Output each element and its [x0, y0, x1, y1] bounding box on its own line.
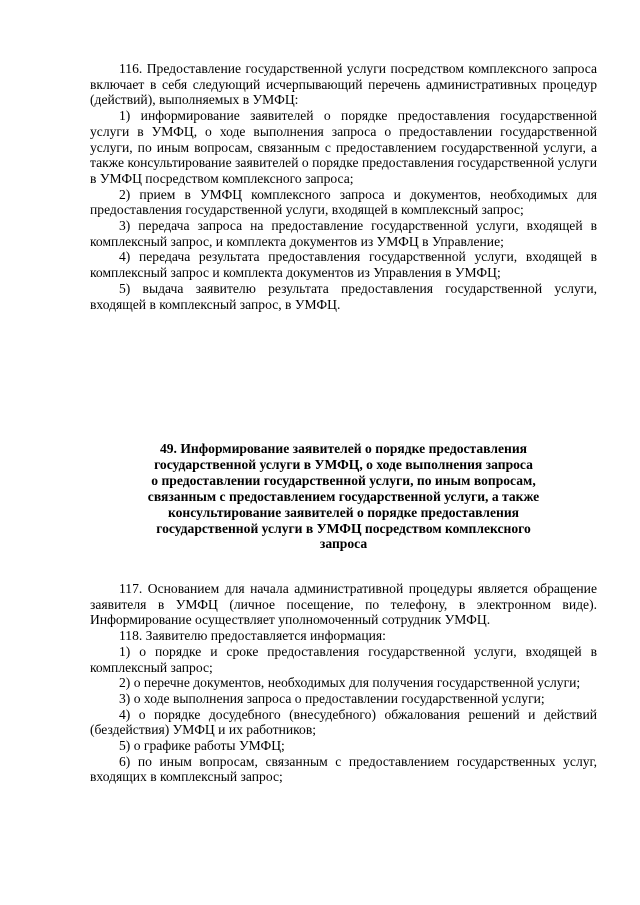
list-item: 1) о порядке и сроке предоставления государственной услуги, входящей в комплексный запрос; [90, 643, 597, 675]
section-116 [90, 61, 597, 312]
heading-line: о предоставлении государственной услуги, по иным вопросам, [151, 472, 536, 488]
list-item: 2) о перечне документов, необходимых для получения государственной услуги; [119, 675, 581, 691]
heading-line: запроса [319, 536, 368, 552]
heading-line: связанным с предоставлением государственной услуги, а также [147, 488, 540, 504]
list-item: 1) информирование заявителей о порядке предоставления государственной услуги в УМФЦ, о ходе выполнения запроса о предоставлении государственной услуги, по иным вопросам, связанным с предоставлением государственной услуги, а также консультирование заявителей о порядке предоставления государственной услуги в УМФЦ посредством комплексного запроса; [90, 108, 597, 186]
heading-line: государственной услуги в УМФЦ, о ходе выполнения запроса [154, 456, 533, 472]
list-item: 5) о графике работы УМФЦ; [119, 738, 285, 754]
list-item: 3) о ходе выполнения запроса о предоставлении государственной услуги; [119, 690, 545, 706]
paragraph-117: 117. Основанием для начала административной процедуры является обращение заявителя в УМФЦ (личное посещение, по телефону, в электронном виде). Информирование осуществляет уполномоченный сотрудник УМФЦ. [90, 581, 597, 628]
list-item: 3) передача запроса на предоставление государственной услуги, входящей в комплексный запрос, и комплекта документов из УМФЦ в Управление; [90, 218, 597, 249]
heading-line: консультирование заявителей о порядке предоставления [167, 504, 520, 520]
sections-117-118 [90, 581, 597, 785]
list-item: 2) прием в УМФЦ комплексного запроса и документов, необходимых для предоставления государственной услуги, входящей в комплексный запрос; [90, 186, 597, 218]
section-heading-49 [90, 441, 597, 552]
paragraph-118-intro: 118. Заявителю предоставляется информация: [119, 628, 386, 644]
list-item: 6) по иным вопросам, связанным с предоставлением государственных услуг, входящих в комплексный запрос; [90, 753, 597, 785]
list-item: 4) передача результата предоставления государственной услуги, входящей в комплексный запрос и комплекта документов из Управления в УМФЦ; [90, 249, 597, 281]
paragraph-116-intro: 116. Предоставление государственной услуги посредством комплексного запроса включает в себя следующий исчерпывающий перечень административных процедур (действий), выполняемых в УМФЦ: [90, 61, 597, 108]
heading-line: государственной услуги в УМФЦ посредством комплексного [156, 520, 531, 536]
list-item: 5) выдача заявителю результата предоставления государственной услуги, входящей в комплексный запрос, в УМФЦ. [90, 280, 597, 312]
list-item: 4) о порядке досудебного (внесудебного) обжалования решений и действий (бездействия) УМФЦ и их работников; [90, 706, 597, 738]
heading-line: 49. Информирование заявителей о порядке предоставления [159, 441, 528, 456]
